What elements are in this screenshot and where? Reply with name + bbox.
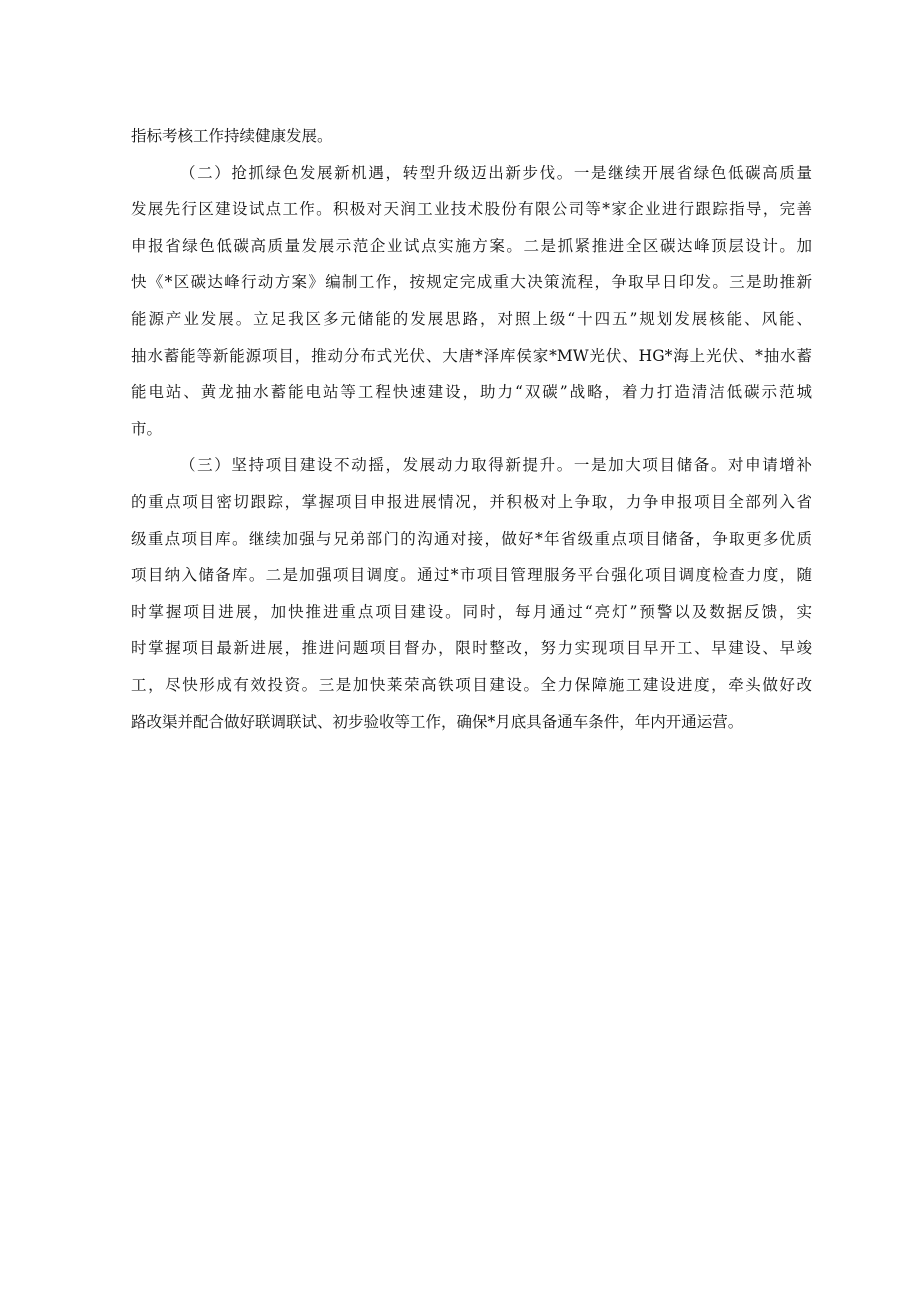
text-line: 抽水蓄能等新能源项目，推动分布式光伏、大唐*泽库侯家*MW光伏、HG*海上光伏、*抽水蓄 bbox=[131, 346, 812, 365]
text-line: 工，尽快形成有效投资。三是加快莱荣高铁项目建设。全力保障施工建设进度，牵头做好改 bbox=[131, 675, 812, 694]
text-line: 市。 bbox=[131, 419, 163, 438]
paragraph-continuation bbox=[131, 118, 812, 155]
text-line: 的重点项目密切跟踪，掌握项目申报进展情况，并积极对上争取，力争申报项目全部列入省 bbox=[131, 492, 812, 511]
document-body bbox=[131, 118, 812, 740]
text-line: 申报省绿色低碳高质量发展示范企业试点实施方案。二是抓紧推进全区碳达峰顶层设计。加 bbox=[131, 236, 812, 255]
paragraph-green-development bbox=[131, 155, 812, 448]
text-line: 指标考核工作持续健康发展。 bbox=[131, 127, 333, 145]
text-line: 项目纳入储备库。二是加强项目调度。通过*市项目管理服务平台强化项目调度检查力度，随 bbox=[131, 566, 812, 585]
text-line: 时掌握项目最新进展，推进问题项目督办，限时整改，努力实现项目早开工、早建设、早竣 bbox=[131, 639, 812, 658]
text-line: 时掌握项目进展，加快推进重点项目建设。同时，每月通过“亮灯”预警以及数据反馈，实 bbox=[131, 602, 812, 621]
text-line: 能电站、黄龙抽水蓄能电站等工程快速建设，助力“双碳”战略，着力打造清洁低碳示范城 bbox=[131, 383, 812, 402]
text-line: 路改渠并配合做好联调联试、初步验收等工作，确保*月底具备通车条件，年内开通运营。 bbox=[131, 712, 744, 731]
text-line: 发展先行区建设试点工作。积极对天润工业技术股份有限公司等*家企业进行跟踪指导，完善 bbox=[131, 200, 812, 219]
text-line: 能源产业发展。立足我区多元储能的发展思路，对照上级“十四五”规划发展核能、风能、 bbox=[131, 309, 812, 328]
text-line: （三）坚持项目建设不动摇，发展动力取得新提升。一是加大项目储备。对申请增补 bbox=[180, 456, 812, 475]
text-line: 级重点项目库。继续加强与兄弟部门的沟通对接，做好*年省级重点项目储备，争取更多优质 bbox=[131, 529, 812, 548]
text-line: 快《*区碳达峰行动方案》编制工作，按规定完成重大决策流程，争取早日印发。三是助推新 bbox=[131, 273, 812, 292]
text-line: （二）抢抓绿色发展新机遇，转型升级迈出新步伐。一是继续开展省绿色低碳高质量 bbox=[180, 163, 812, 182]
paragraph-project-construction bbox=[131, 447, 812, 740]
